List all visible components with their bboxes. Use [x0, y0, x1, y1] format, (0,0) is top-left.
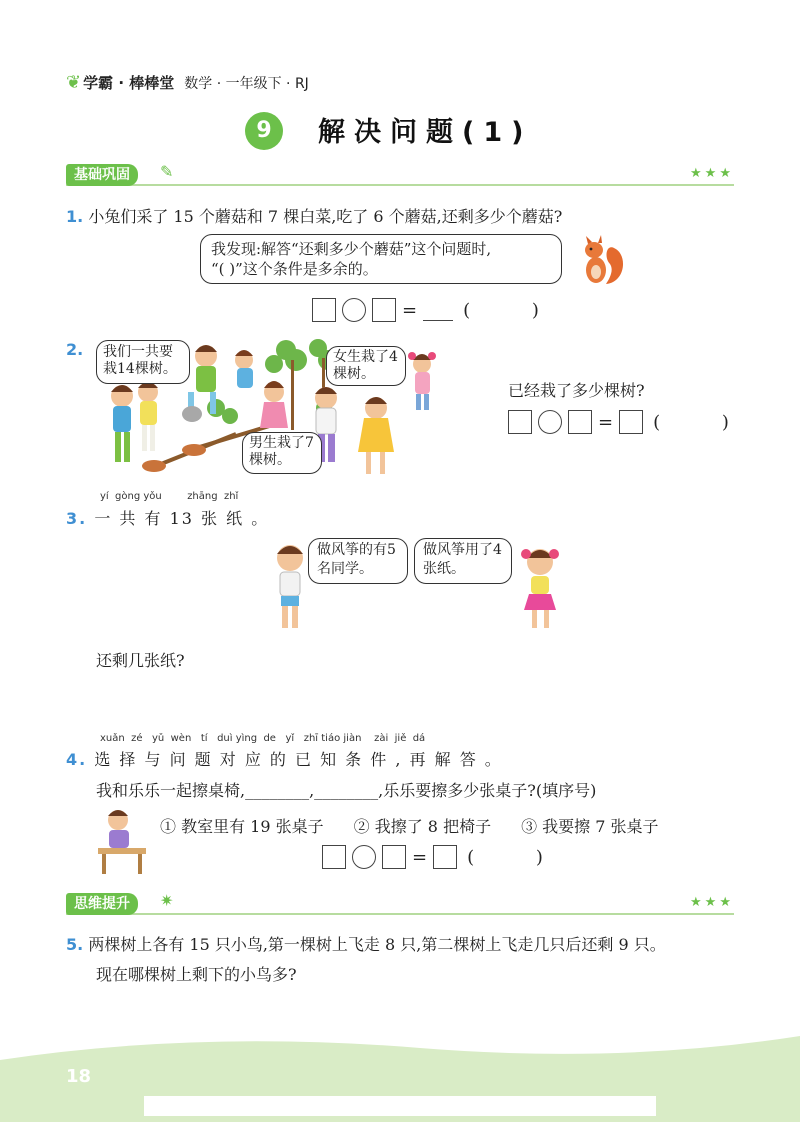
answer-box[interactable] — [312, 298, 336, 322]
speech-bubble-boys: 男生栽了7棵树。 — [242, 432, 322, 474]
brand-header — [66, 72, 309, 93]
answer-box[interactable] — [568, 410, 592, 434]
section-basic-label: 基础巩固 — [66, 164, 138, 186]
equals-sign: = — [598, 411, 614, 433]
question-3 — [66, 506, 269, 529]
equation-q2 — [508, 410, 757, 434]
answer-box[interactable] — [508, 410, 532, 434]
question-text: 小兔们采了 15 个蘑菇和 7 棵白菜,吃了 6 个蘑菇,还剩多少个蘑菇? — [88, 207, 563, 226]
difficulty-stars: ★★★ — [690, 166, 734, 181]
unit-blank[interactable]: ( ) — [467, 846, 571, 868]
question-3-prompt: 还剩几张纸? — [96, 651, 185, 670]
bubble-line: “( )”这个条件是多余的。 — [211, 260, 378, 278]
answer-box[interactable] — [372, 298, 396, 322]
subject-label: 数学 · 一年级下 · RJ — [184, 76, 309, 92]
question-number: 1. — [66, 207, 84, 226]
section-advanced-bar — [66, 893, 734, 915]
operator-circle[interactable] — [342, 298, 366, 322]
question-1 — [66, 204, 562, 227]
page-number: 18 — [66, 1066, 92, 1087]
footer-strip — [144, 1096, 656, 1116]
options-row — [160, 814, 659, 837]
unit-blank[interactable]: ( ) — [653, 411, 757, 433]
question-number: 5. — [66, 935, 84, 954]
question-4-prompt: 我和乐乐一起擦桌椅,________,________,乐乐要擦多少张桌子?(填序号) — [96, 781, 597, 800]
result-box[interactable] — [619, 410, 643, 434]
difficulty-stars: ★★★ — [690, 895, 734, 910]
girl-illustration — [514, 544, 568, 630]
equals-sign: = — [412, 846, 428, 868]
question-text-line1: 两棵树上各有 15 只小鸟,第一棵树上飞走 8 只,第二棵树上飞走几只后还剩 9 只。 — [88, 935, 666, 954]
result-box[interactable] — [433, 845, 457, 869]
question-4 — [66, 747, 503, 770]
leaf-icon: ❦ — [66, 72, 82, 93]
question-5 — [66, 932, 666, 955]
pinyin-line: xuǎn zé yǔ wèn tí duì yìng de yǐ zhī tiáo jiàn zài jiě dá — [100, 733, 426, 744]
speech-bubble-girl: 做风筝用了4张纸。 — [414, 538, 512, 584]
speech-bubble-boy: 做风筝的有5名同学。 — [308, 538, 408, 584]
speech-bubble-total: 我们一共要栽14棵树。 — [96, 340, 190, 384]
question-2 — [66, 340, 83, 359]
equation-q1 — [312, 298, 567, 322]
lesson-number-badge: 9 — [245, 112, 283, 150]
equation-q4 — [322, 845, 571, 869]
unit-blank[interactable]: ( ) — [463, 299, 567, 321]
pinyin-line: yí gòng yǒu zhāng zhǐ — [100, 491, 239, 502]
question-text: 一 共 有 13 张 纸 。 — [94, 509, 270, 528]
section-advanced-label: 思维提升 — [66, 893, 138, 915]
section-basic-bar — [66, 164, 734, 186]
squirrel-illustration — [576, 234, 626, 288]
operator-circle[interactable] — [538, 410, 562, 434]
question-number: 2. — [66, 340, 84, 359]
star-burst-icon: ✷ — [160, 891, 174, 910]
boy-illustration — [268, 542, 312, 630]
answer-box[interactable] — [382, 845, 406, 869]
answer-box[interactable] — [322, 845, 346, 869]
question-2-prompt: 已经栽了多少棵树? — [508, 381, 645, 400]
option-3[interactable]: ③ 我要擦 7 张桌子 — [521, 817, 659, 836]
option-2[interactable]: ② 我擦了 8 把椅子 — [353, 817, 492, 836]
equals-sign: = — [402, 299, 418, 321]
option-1[interactable]: ① 教室里有 19 张桌子 — [160, 817, 324, 836]
speech-bubble-girls: 女生栽了4棵树。 — [326, 346, 406, 386]
result-blank[interactable] — [423, 299, 453, 321]
question-number: 4. — [66, 750, 88, 769]
boy-wiping-desk-illustration — [96, 808, 148, 876]
question-text: 选 择 与 问 题 对 应 的 已 知 条 件 , 再 解 答 。 — [94, 750, 503, 769]
speech-bubble-squirrel — [200, 234, 562, 284]
lesson-title: 解决问题(1) — [318, 117, 533, 148]
bubble-line: 我发现:解答“还剩多少个蘑菇”这个问题时, — [211, 240, 492, 258]
pencil-icon: ✎ — [160, 162, 174, 181]
operator-circle[interactable] — [352, 845, 376, 869]
question-5-line2: 现在哪棵树上剩下的小鸟多? — [96, 965, 297, 984]
brand-name: 学霸 · 棒棒堂 — [83, 74, 175, 92]
question-number: 3. — [66, 509, 88, 528]
